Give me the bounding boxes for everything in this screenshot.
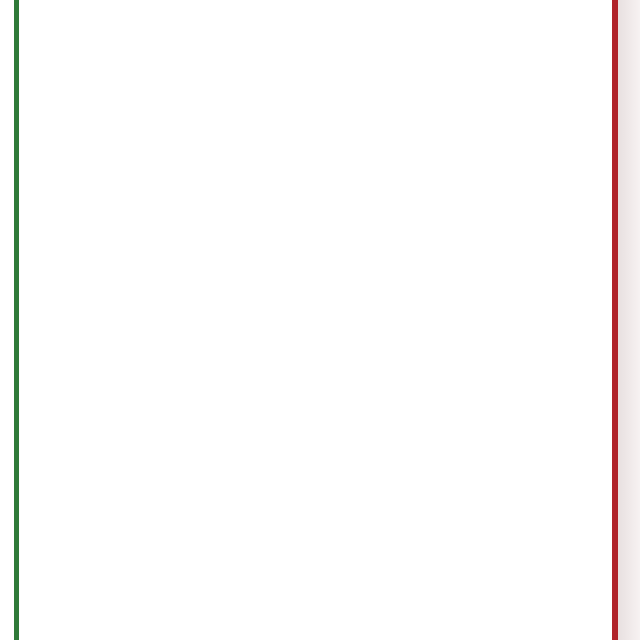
exercise5-instruction: [62, 404, 68, 426]
exercise4-instruction: [62, 196, 68, 218]
bravo-message: [62, 610, 66, 632]
